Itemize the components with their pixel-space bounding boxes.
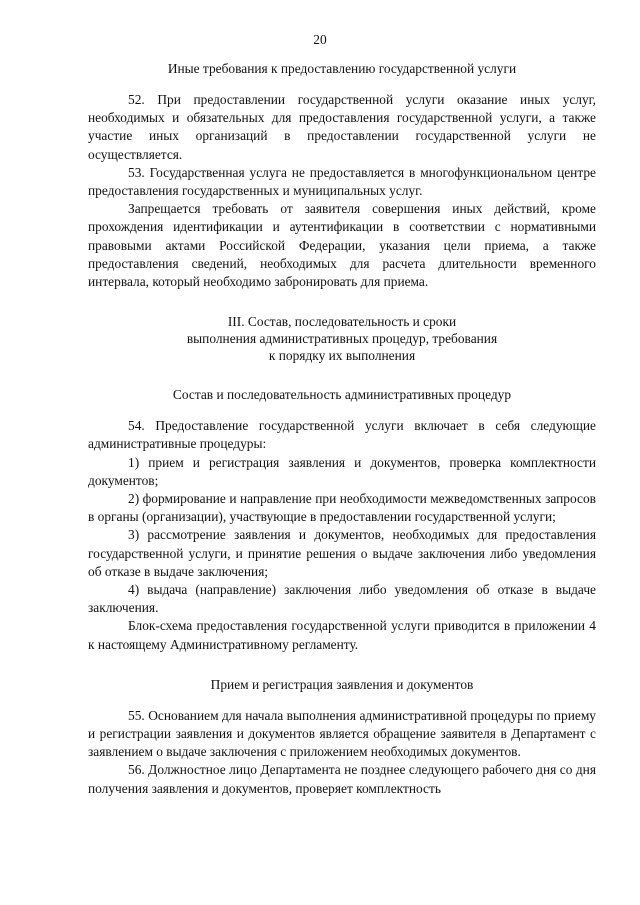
paragraph-55: 55. Основанием для начала выполнения административной процедуры по приему и регистрации заявления и документов является обращение заявителя в Департамент с заявлением о выдаче заключения с приложением необходимых документов.	[88, 707, 596, 760]
paragraph-54-flowchart-reference: Блок-схема предоставления государственной услуги приводится в приложении 4 к настоящему Административному регламенту.	[88, 618, 596, 652]
paragraph-54-item-1: 1) прием и регистрация заявления и документов, проверка комплектности документов;	[88, 454, 596, 488]
paragraph-54-item-2: 2) формирование и направление при необходимости межведомственных запросов в органы (организации), участвующие в предоставлении государственной услуги;	[88, 491, 596, 525]
document-body	[88, 60, 596, 798]
paragraph-56: 56. Должностное лицо Департамента не позднее следующего рабочего дня со дня получения заявления и документов, проверяет комплектность	[88, 762, 596, 796]
heading-reception-registration: Прием и регистрация заявления и документов	[210, 676, 474, 692]
paragraph-53: 53. Государственная услуга не предоставляется в многофункциональном центре предоставления государственных и муниципальных услуг.	[88, 164, 596, 199]
page-number: 20	[313, 32, 327, 47]
section-3-title-line-1: III. Состав, последовательность и сроки	[227, 314, 457, 330]
paragraph-54-item-3: 3) рассмотрение заявления и документов, необходимых для предоставления государственной услуги, и принятие решения о выдаче заключения либо уведомления об отказе в выдаче заключения;	[88, 527, 596, 579]
paragraph-53-prohibition: Запрещается требовать от заявителя совершения иных действий, кроме прохождения идентификации и аутентификации в соответствии с нормативными правовыми актами Российской Федерации, указания цели приема, а также предоставления сведений, необходимых для расчета длительности временного интервала, который необходимо забронировать для приема.	[88, 201, 596, 290]
section-3-title-line-3: к порядку их выполнения	[268, 348, 416, 364]
paragraph-54-item-4: 4) выдача (направление) заключения либо уведомления об отказе в выдаче заключения.	[88, 582, 596, 616]
heading-other-requirements: Иные требования к предоставлению государственной услуги	[167, 61, 517, 76]
section-3-title-line-2: выполнения административных процедур, требования	[186, 331, 498, 347]
heading-procedures-composition: Состав и последовательность административных процедур	[172, 387, 512, 403]
paragraph-52: 52. При предоставлении государственной услуги оказание иных услуг, необходимых и обязательных для предоставления государственной услуги, а также участие иных организаций в предоставлении государственной услуги не осуществляется.	[88, 92, 596, 162]
paragraph-54: 54. Предоставление государственной услуги включает в себя следующие административные процедуры:	[88, 418, 596, 452]
